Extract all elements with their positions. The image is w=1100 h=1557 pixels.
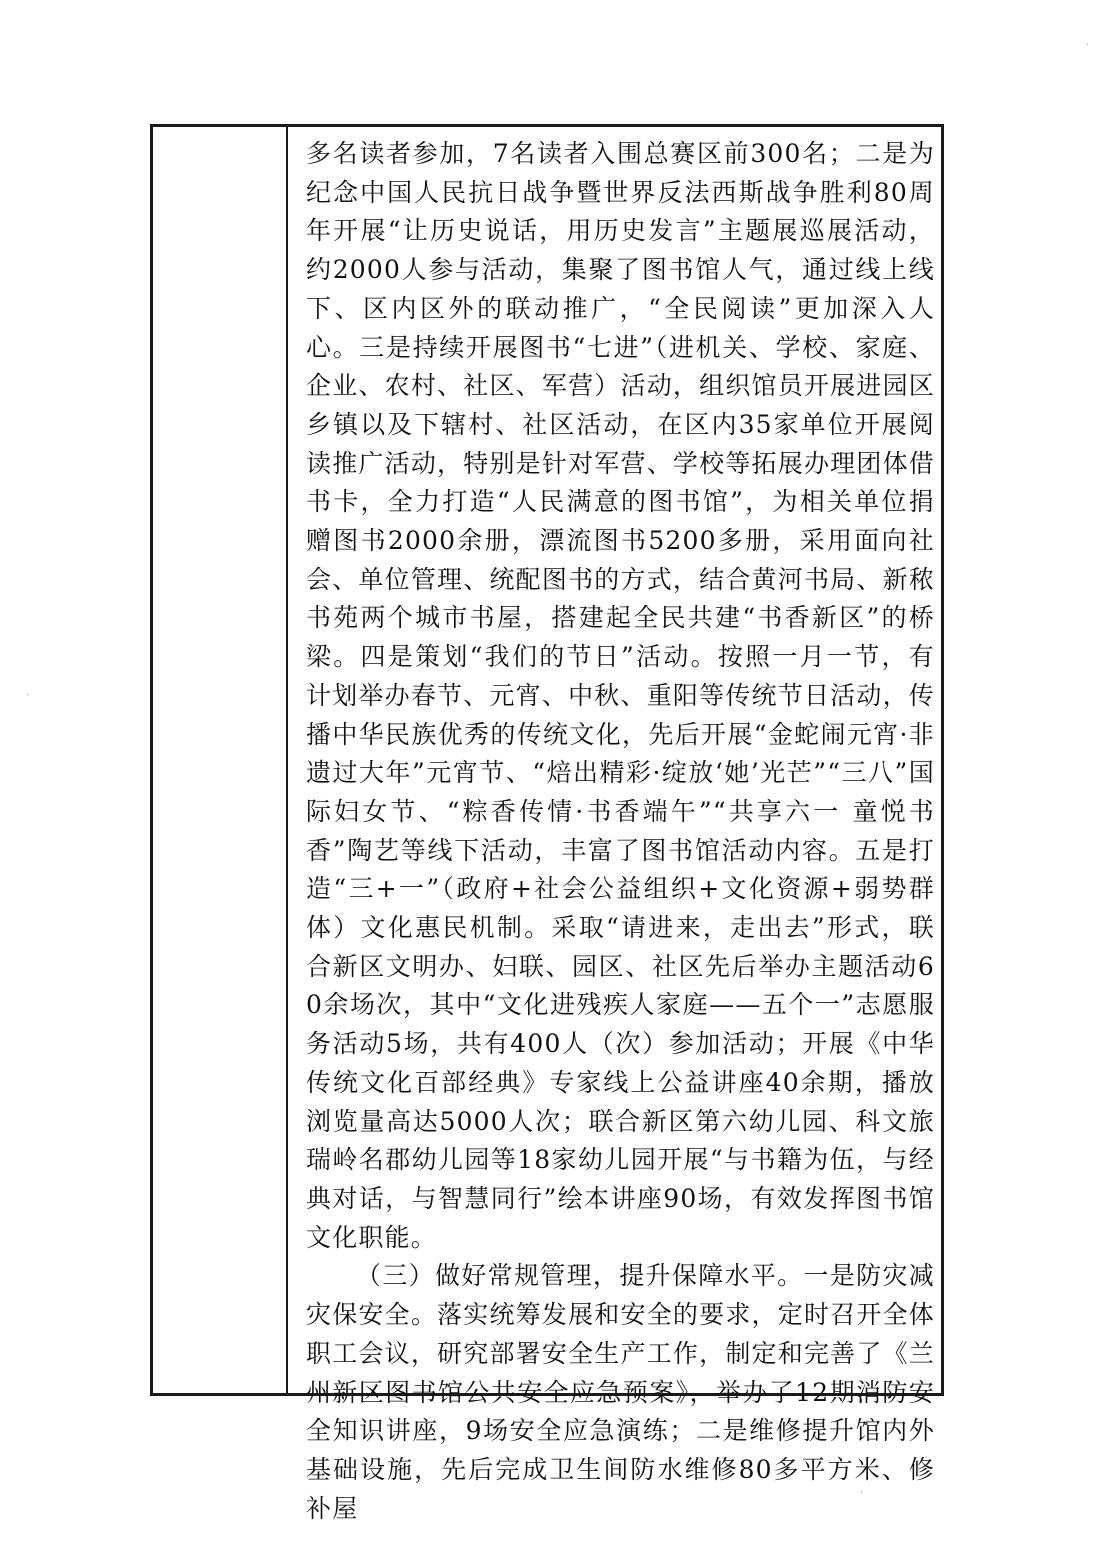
table-label-cell xyxy=(153,127,288,1393)
table-content-cell xyxy=(288,127,941,1523)
paragraph-activities-continued: 多名读者参加，7名读者入围总赛区前300名；二是为纪念中国人民抗日战争暨世界反法西斯战争胜利80周年开展“让历史说话，用历史发言”主题展巡展活动，约2000人参与活动，集聚了图书馆人气，通过线上线下、区内区外的联动推广，“全民阅读”更加深入人心。三是持续开展图书“七进”（进机关、学校、家庭、企业、农村、社区、军营）活动，组织馆员开展进园区乡镇以及下辖村、社区活动，在区内35家单位开展阅读推广活动，特别是针对军营、学校等拓展办理团体借书卡，全力打造“人民满意的图书馆”，为相关单位捐赠图书2000余册，漂流图书5200多册，采用面向社会、单位管理、统配图书的方式，结合黄河书局、新秾书苑两个城市书屋，搭建起全民共建“书香新区”的桥梁。四是策划“我们的节日”活动。按照一月一节，有计划举办春节、元宵、中秋、重阳等传统节日活动，传播中华民族优秀的传统文化，先后开展“金蛇闹元宵·非遗过大年”元宵节、“焙出精彩·绽放‘她’光芒”“三八”国际妇女节、“粽香传情·书香端午”“共享六一 童悦书香”陶艺等线下活动，丰富了图书馆活动内容。五是打造“三+一”（政府+社会公益组织+文化资源+弱势群体）文化惠民机制。采取“请进来，走出去”形式，联合新区文明办、妇联、园区、社区先后举办主题活动60余场次，其中“文化进残疾人家庭——五个一”志愿服务活动5场，共有400人（次）参加活动；开展《中华传统文化百部经典》专家线上公益讲座40余期，播放浏览量高达5000人次；联合新区第六幼儿园、科文旅瑞岭名郡幼儿园等18家幼儿园开展“与书籍为伍，与经典对话，与智慧同行”绘本讲座90场，有效发挥图书馆文化职能。 xyxy=(306,139,935,1252)
paragraph-routine-management: （三）做好常规管理，提升保障水平。一是防灾减灾保安全。落实统筹发展和安全的要求，定时召开全体职工会议，研究部署安全生产工作，制定和完善了《兰州新区图书馆公共安全应急预案》，举办了12期消防安全知识讲座，9场安全应急演练；二是维修提升馆内外基础设施，先后完成卫生间防水维修80多平方米、修补屋 xyxy=(306,1261,935,1523)
report-table xyxy=(150,124,944,1523)
scan-dot-left: · xyxy=(26,690,30,701)
scan-dot-bottom: · xyxy=(860,1488,864,1499)
scan-tick-top-right: · xyxy=(1086,40,1090,51)
